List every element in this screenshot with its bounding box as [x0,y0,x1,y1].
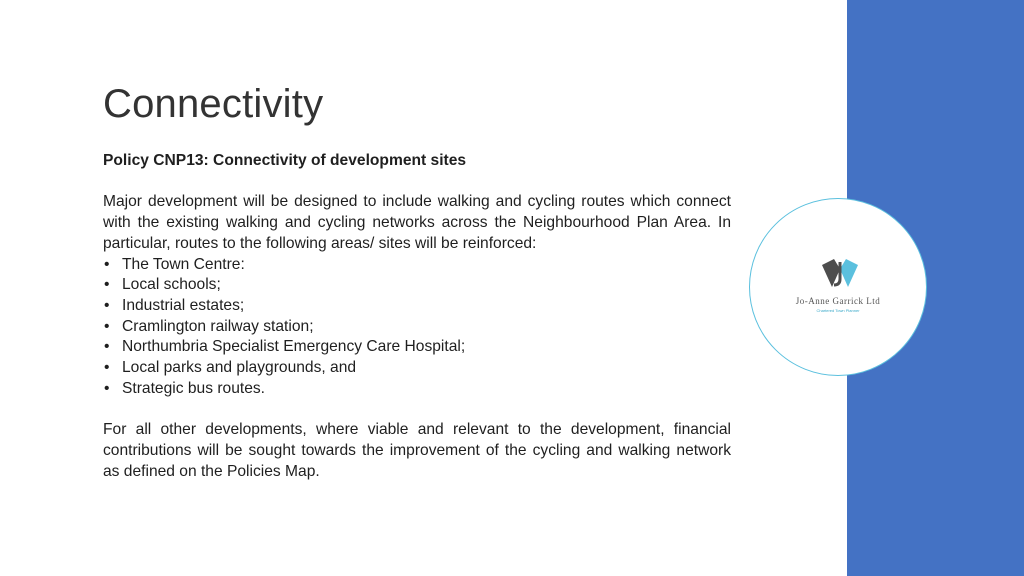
bullet-list [103,255,731,400]
slide-title: Connectivity [103,82,324,126]
bullet-icon: • [104,338,110,356]
list-item [103,275,731,296]
list-item [103,358,731,379]
bullet-icon: • [104,379,110,397]
bullet-icon: • [104,276,110,294]
logo-company-name: Jo-Anne Garrick Ltd [795,296,881,306]
list-item [103,337,731,358]
bullet-icon: • [104,296,110,314]
bullet-icon: • [104,359,110,377]
list-item-text: Local schools; [122,276,221,294]
diamond-logo-icon [820,257,860,291]
list-item-text: The Town Centre: [122,255,245,273]
list-item [103,317,731,338]
list-item-text: Cramlington railway station; [122,317,314,335]
list-item-text: Local parks and playgrounds, and [122,359,357,377]
closing-paragraph: For all other developments, where viable and relevant to the development, financial contributions will be sought towards the improvement of the cycling and walking network as defined on the Policies Map. [103,421,731,480]
slide-body [103,151,731,482]
intro-paragraph: Major development will be designed to include walking and cycling routes which connect with the existing walking and cycling networks across the Neighbourhood Plan Area. In particular, routes to the following areas/ sites will be reinforced: [103,193,731,252]
logo-tagline: Chartered Town Planner [816,308,860,313]
bullet-icon: • [104,317,110,335]
list-item-text: Northumbria Specialist Emergency Care Hospital; [122,338,466,356]
list-item [103,296,731,317]
list-item [103,255,731,276]
list-item-text: Strategic bus routes. [122,379,266,397]
list-item [103,379,731,400]
bullet-icon: • [104,255,110,273]
company-logo [749,198,927,376]
policy-heading: Policy CNP13: Connectivity of development sites [103,152,467,169]
list-item-text: Industrial estates; [122,296,245,314]
